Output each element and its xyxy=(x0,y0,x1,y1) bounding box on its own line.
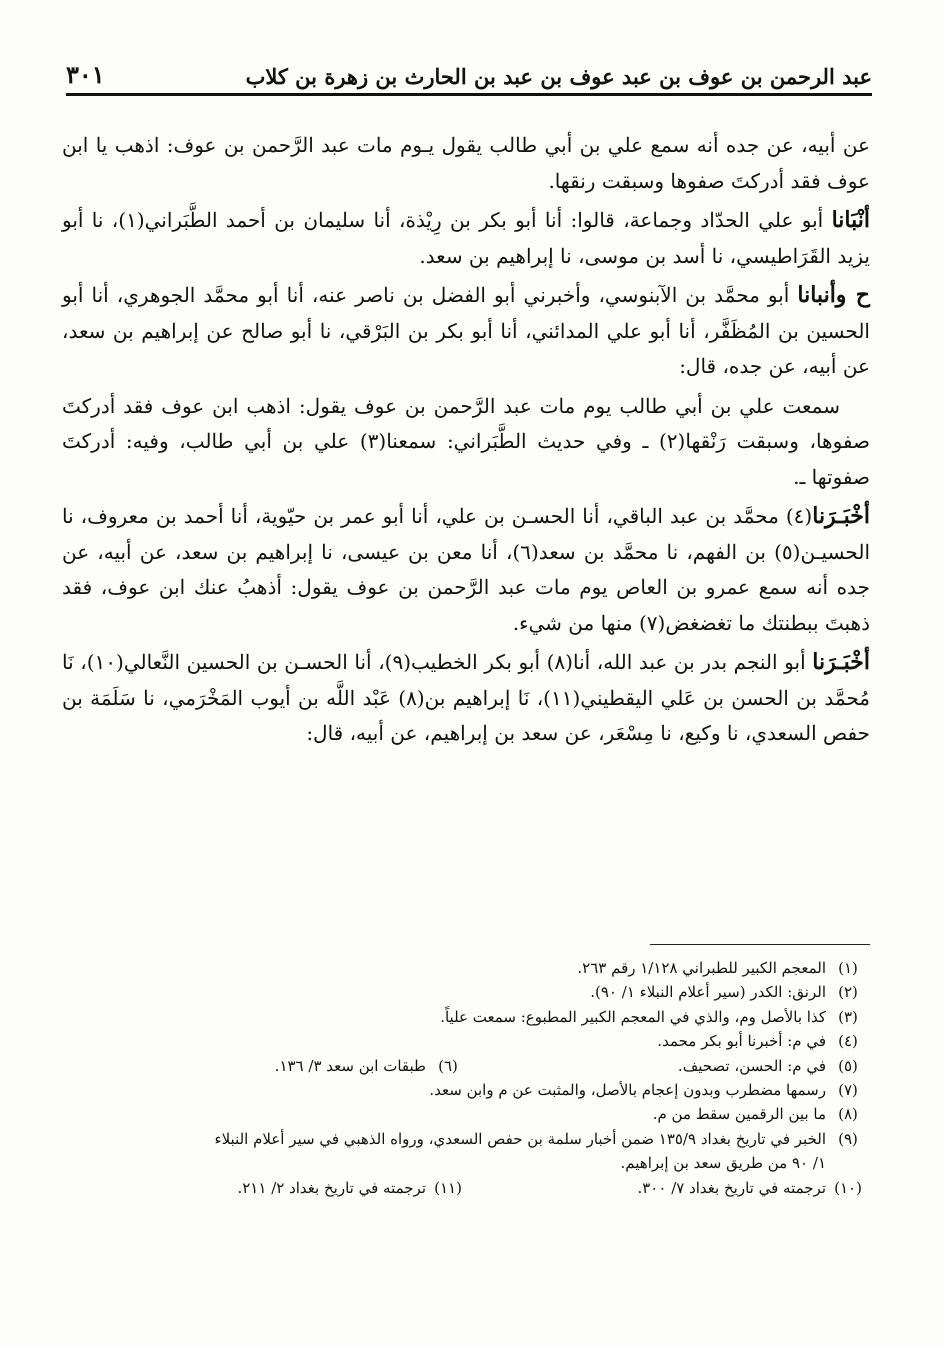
footnote xyxy=(52,1078,870,1102)
footnote-text: ترجمته في تاريخ بغداد ٧/ ٣٠٠. xyxy=(637,1178,826,1197)
paragraph-2 xyxy=(62,203,870,274)
footnote-pair xyxy=(52,1176,870,1200)
footnote-text: رسمها مضطرب وبدون إعجام بالأصل، والمثبت عن م وابن سعد. xyxy=(429,1081,826,1100)
footnote xyxy=(52,980,870,1004)
footnote-number: (٧) xyxy=(838,1081,858,1100)
paragraph-3 xyxy=(62,278,870,385)
footnote-number: (٦) xyxy=(438,1056,458,1075)
running-title: عبد الرحمن بن عوف بن عبد عوف بن عبد بن الحارث بن زهرة بن كلاب xyxy=(245,64,872,89)
footnote-number: (٩) xyxy=(838,1129,858,1148)
footnote-text: كذا بالأصل وم، والذي في المعجم الكبير المطبوع: سمعت علياً. xyxy=(440,1007,826,1026)
footnote-text: ١/ ٩٠ من طريق سعد بن إبراهيم. xyxy=(620,1154,826,1173)
footnote xyxy=(52,1029,870,1053)
footnote-text: المعجم الكبير للطبراني ١/١٢٨ رقم ٢٦٣. xyxy=(577,959,826,977)
footnote-text: الرنق: الكدر (سير أعلام النبلاء ١/ ٩٠). xyxy=(590,983,826,1002)
paragraph-text: أبو محمَّد بن الآبنوسي، وأخبرني أبو الفضل بن ناصر عنه، أنا أبو محمَّد الجوهري، أنا أبو الحسين بن المُظَفَّر، أنا أبو علي المدائني، أنا أبو بكر بن البَرْقي، نا أبو صالح عن إبراهيم بن سعد، عن أبيه، عن جده، قال: xyxy=(62,283,870,378)
footnote-number: (٤) xyxy=(838,1032,858,1051)
footnote-text: طبقات ابن سعد ٣/ ١٣٦. xyxy=(274,1056,426,1075)
footnote-text: الخبر في تاريخ بغداد ١٣٥/٩ ضمن أخبار سلمة بن حفص السعدي، ورواه الذهبي في سير أعلام النبلاء xyxy=(214,1129,826,1148)
footnote-text: في م: أخبرنا أبو بكر محمد. xyxy=(657,1032,826,1051)
paragraph-text: سمعت علي بن أبي طالب يوم مات عبد الرَّحمن بن عوف يقول: اذهب ابن عوف فقد أدركتَ صفوها، وسبقت رَنْقها(٢) ـ وفي حديث الطَّبَراني: سمعنا(٣) علي بن أبي طالب، وفيه: أدركتَ صفوتها ـ. xyxy=(62,393,871,489)
paragraph-lead: ح وأنبانا xyxy=(797,282,870,308)
paragraph-6 xyxy=(62,645,870,752)
footnote-divider xyxy=(650,944,870,945)
page-header xyxy=(66,52,872,96)
paragraph-lead: أخْبَـرَنا xyxy=(812,649,871,675)
footnote-pair xyxy=(52,1054,870,1078)
page-number: ٣٠١ xyxy=(66,60,105,89)
footnote-number: (١٠) xyxy=(834,1178,862,1197)
footnote xyxy=(52,1102,870,1126)
footnote-number: (٢) xyxy=(838,983,858,1002)
main-text xyxy=(62,128,870,756)
paragraph-1 xyxy=(62,128,870,199)
paragraph-text: أبو علي الحدّاد وجماعة، قالوا: أنا أبو بكر بن رِيْذة، أنا سليمان بن أحمد الطَّبَراني(١)، نا أبو يزيد القَرَاطيسي، نا أسد بن موسى، نا إبراهيم بن سعد. xyxy=(62,208,870,268)
footnotes xyxy=(52,956,870,1200)
footnote-continuation xyxy=(52,1151,870,1175)
paragraph-text: عن أبيه، عن جده أنه سمع علي بن أبي طالب يقول يـوم مات عبد الرَّحمن بن عوف: اذهب يا ابن عوف فقد أدركتَ صفوها وسبقت رنقها. xyxy=(62,133,870,193)
paragraph-text: أبو النجم بدر بن عبد الله، أنا(٨) أبو بكر الخطيب(٩)، أنا الحسـن بن الحسين النَّعالي(١٠)، نَا مُحمَّد بن الحسن بن عَلي اليقطيني(١١)، نَا إبراهيم بن(٨) عَبْد اللَّه بن أيوب المَخْرَمي، نا سَلَمَة بن حفص السعدي، نا وكيع، نا مِسْعَر، عن سعد بن إبراهيم، عن أبيه، قال: xyxy=(62,650,870,745)
footnote-text: ترجمته في تاريخ بغداد ٢/ ٢١١. xyxy=(237,1178,426,1197)
footnote-number: (١١) xyxy=(434,1178,462,1197)
footnote-number: (٣) xyxy=(838,1007,858,1026)
paragraph-lead: أخْبَـرَنا xyxy=(812,503,870,529)
footnote xyxy=(52,1127,870,1151)
footnote-number: (٥) xyxy=(838,1056,858,1075)
paragraph-4 xyxy=(62,389,870,496)
footnote xyxy=(52,956,870,980)
footnote-number: (١) xyxy=(838,959,858,977)
footnote xyxy=(52,1005,870,1029)
paragraph-5 xyxy=(62,499,870,641)
footnote-text: في م: الحسن، تصحيف. xyxy=(677,1056,826,1075)
footnote-number: (٨) xyxy=(838,1105,858,1124)
footnote-text: ما بين الرقمين سقط من م. xyxy=(652,1105,826,1124)
paragraph-text: (٤) محمَّد بن عبد الباقي، أنا الحسـن بن علي، أنا أبو عمر بن حيّوية، أنا أحمد بن معروف، نا الحسيـن(٥) بن الفهم، نا محمَّد بن سعد(٦)، أنا معن بن عيسى، نا إبراهيم بن سعد، عن أبيه، عن جده أنه سمع عمرو بن العاص يوم مات عبد الرَّحمن بن عوف يقول: أذهبُ عنك ابن عوف، فقد ذهبتَ ببطنتك ما تغضغض(٧) منها من شيء. xyxy=(62,504,870,635)
paragraph-lead: أنْبَانا xyxy=(831,207,870,233)
